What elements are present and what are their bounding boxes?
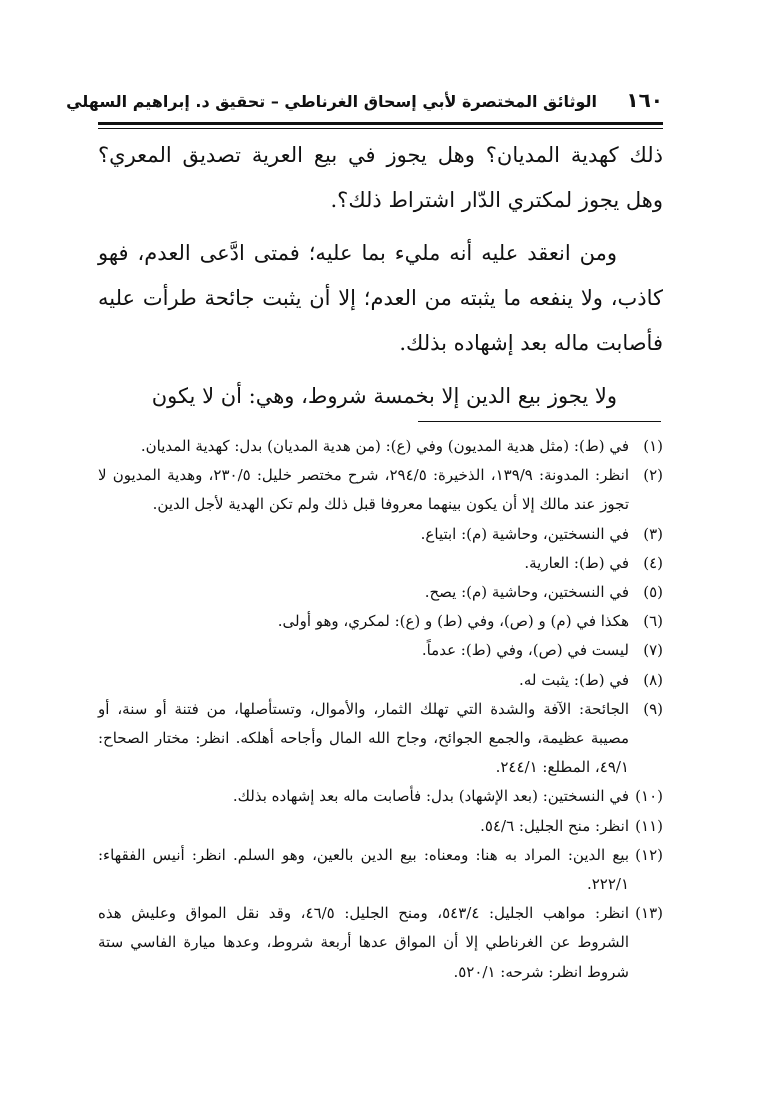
header-rule: [98, 122, 663, 125]
footnote-number: (٥): [643, 583, 663, 602]
footnote: [98, 549, 663, 578]
footnote: [98, 578, 663, 607]
footnote-text: انظر: منح الجليل: ٥٤/٦.: [480, 816, 629, 835]
footnote: [98, 899, 663, 987]
footnote-number: (٣): [643, 524, 663, 543]
footnote-text: في النسختين، وحاشية (م): يصح.: [424, 583, 629, 602]
footnote: [98, 695, 663, 783]
footnote-number: (١٣): [635, 904, 663, 923]
footnote-separator: [418, 421, 661, 422]
footnote-text: في النسختين: (بعد الإشهاد) بدل: فأصابت ماله بعد إشهاده بذلك.: [232, 787, 629, 806]
footnote-text: هكذا في (م) و (ص)، وفي (ط) و (ع): لمكري، وهو أولى.: [277, 612, 629, 631]
footnote-text: انظر: مواهب الجليل: ٥٤٣/٤، ومنح الجليل: ٤٦/٥، وقد نقل المواق وعليش هذه الشروط عن الغرناطي إلا أن المواق عدها أربعة شروط، وعدها ميارة الفاسي ستة شروط انظر: شرحه: ٥٢٠/١.: [98, 904, 629, 981]
header-rule-thin: [98, 128, 663, 129]
footnote-text: في النسختين، وحاشية (م): ابتياع.: [420, 524, 629, 543]
paragraph: ذلك كهدية المديان؟ وهل يجوز في بيع العرية تصديق المعري؟ وهل يجوز لمكتري الدّار اشتراط ذلك؟.: [98, 143, 663, 212]
paragraph: ومن انعقد عليه أنه مليء بما عليه؛ فمتى ادَّعى العدم، فهو كاذب، ولا ينفعه ما يثبته من العدم؛ إلا أن يثبت جائحة طرأت عليه فأصابت ماله بعد إشهاده بذلك.: [98, 241, 663, 355]
footnote: [98, 432, 663, 461]
footnote-number: (٢): [643, 466, 663, 485]
footnote: [98, 782, 663, 811]
main-text: [98, 133, 663, 427]
footnote-number: (١٢): [635, 845, 663, 864]
footnote-number: (٤): [643, 553, 663, 572]
footnote-number: (٧): [643, 641, 663, 660]
footnote-number: (١٠): [635, 787, 663, 806]
footnote-number: (٨): [643, 670, 663, 689]
footnote: [98, 461, 663, 519]
running-title: الوثائق المختصرة لأبي إسحاق الغرناطي – تحقيق د. إبراهيم السهلي: [66, 92, 597, 111]
footnote: [98, 607, 663, 636]
footnote-text: في (ط): يثبت له.: [519, 670, 629, 689]
footnote-number: (١): [643, 437, 663, 455]
footnote-text: في (ط): (مثل هدية المديون) وفي (ع): (من هدية المديان) بدل: كهدية المديان.: [140, 437, 629, 455]
footnote: [98, 520, 663, 549]
footnote-text: انظر: المدونة: ١٣٩/٩، الذخيرة: ٢٩٤/٥، شرح مختصر خليل: ٢٣٠/٥، وهدية المديون لا تجوز عند مالك إلا أن يكون بينهما معروفا قبل ذلك ولم تكن الهدية لأجل الدين.: [98, 466, 629, 514]
footnote-number: (٦): [643, 612, 663, 631]
footnote-text: الجائحة: الآفة والشدة التي تهلك الثمار، والأموال، وتستأصلها، من فتنة أو سنة، أو مصيبة عظيمة، والجمع الجوائح، وجاح الله المال وأجاحه أهلكه. انظر: مختار الصحاح: ٤٩/١، المطلع: ٢٤٤/١.: [98, 699, 629, 777]
footnote-number: (١١): [635, 816, 663, 835]
footnote: [98, 812, 663, 841]
page-header: [66, 84, 663, 118]
footnote: [98, 636, 663, 665]
footnote-text: ليست في (ص)، وفي (ط): عدماً.: [421, 641, 629, 660]
page-number: ١٦٠: [626, 88, 663, 112]
paragraph: ولا يجوز بيع الدين إلا بخمسة شروط، وهي: أن لا يكون: [151, 384, 617, 408]
footnotes: [98, 432, 663, 987]
footnote: [98, 841, 663, 899]
footnote-number: (٩): [643, 699, 663, 718]
footnote: [98, 666, 663, 695]
footnote-text: بيع الدين: المراد به هنا: ومعناه: بيع الدين بالعين، وهو السلم. انظر: أنيس الفقهاء: ٢٢٢/١.: [98, 845, 629, 894]
footnote-text: في (ط): العارية.: [524, 553, 629, 572]
